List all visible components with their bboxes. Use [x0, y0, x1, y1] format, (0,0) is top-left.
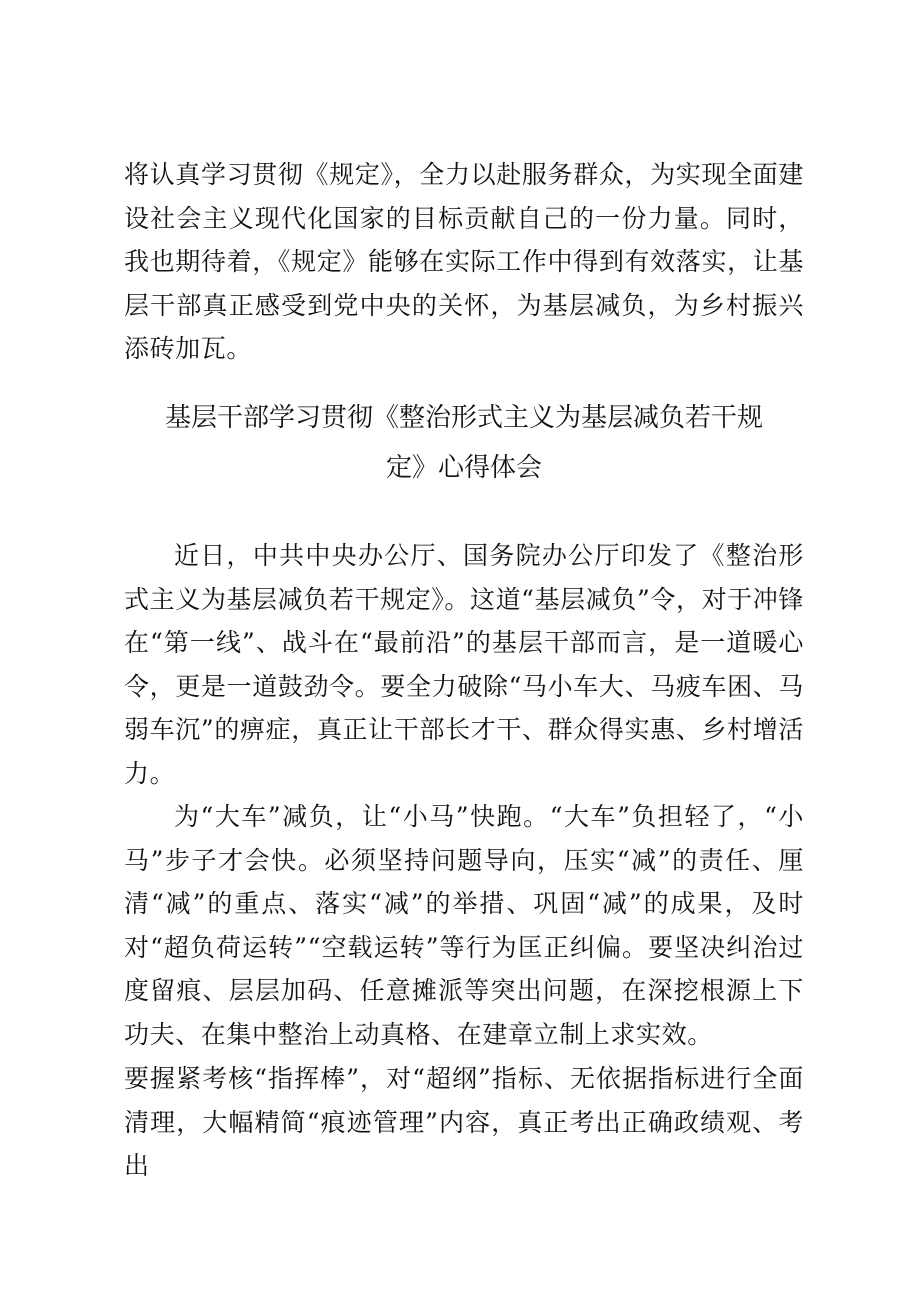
carryover-paragraph: 将认真学习贯彻《规定》，全力以赴服务群众，为实现全面建设社会主义现代化国家的目标贡献自己的一份力量。同时，我也期待着，《规定》能够在实际工作中得到有效落实，让基层干部真正感受到党中央的关怀，为基层减负，为乡村振兴添砖加瓦。 — [124, 160, 804, 363]
trailing-paragraph: 要握紧考核“指挥棒”，对“超纲”指标、无依据指标进行全面清理，大幅精简“痕迹管理”内容，真正考出正确政绩观、考出 — [124, 1064, 804, 1180]
trailing-text-block — [124, 1057, 804, 1188]
article-body — [124, 534, 804, 1056]
body-paragraph-2: 为“大车”减负，让“小马”快跑。“大车”负担轻了，“小马”步子才会快。必须坚持问题导向，压实“减”的责任、厘清“减”的重点、落实“减”的举措、巩固“减”的成果，及时对“超负荷运转”“空载运转”等行为匡正纠偏。要坚决纠治过度留痕、层层加码、任意摊派等突出问题，在深挖根源上下功夫、在集中整治上动真格、在建章立制上求实效。 — [124, 802, 804, 1049]
body-paragraph-1: 近日，中共中央办公厅、国务院办公厅印发了《整治形式主义为基层减负若干规定》。这道“基层减负”令，对于冲锋在“第一线”、战斗在“最前沿”的基层干部而言，是一道暖心令，更是一道鼓劲令。要全力破除“马小车大、马疲车困、马弱车沉”的痹症，真正让干部长才干、群众得实惠、乡村增活力。 — [124, 541, 804, 788]
article-title-line-1: 基层干部学习贯彻《整治形式主义为基层减负若干规 — [164, 403, 763, 433]
carryover-text-block — [124, 153, 804, 371]
article-title-line-2: 定》心得体会 — [385, 453, 542, 483]
article-title — [124, 393, 804, 493]
